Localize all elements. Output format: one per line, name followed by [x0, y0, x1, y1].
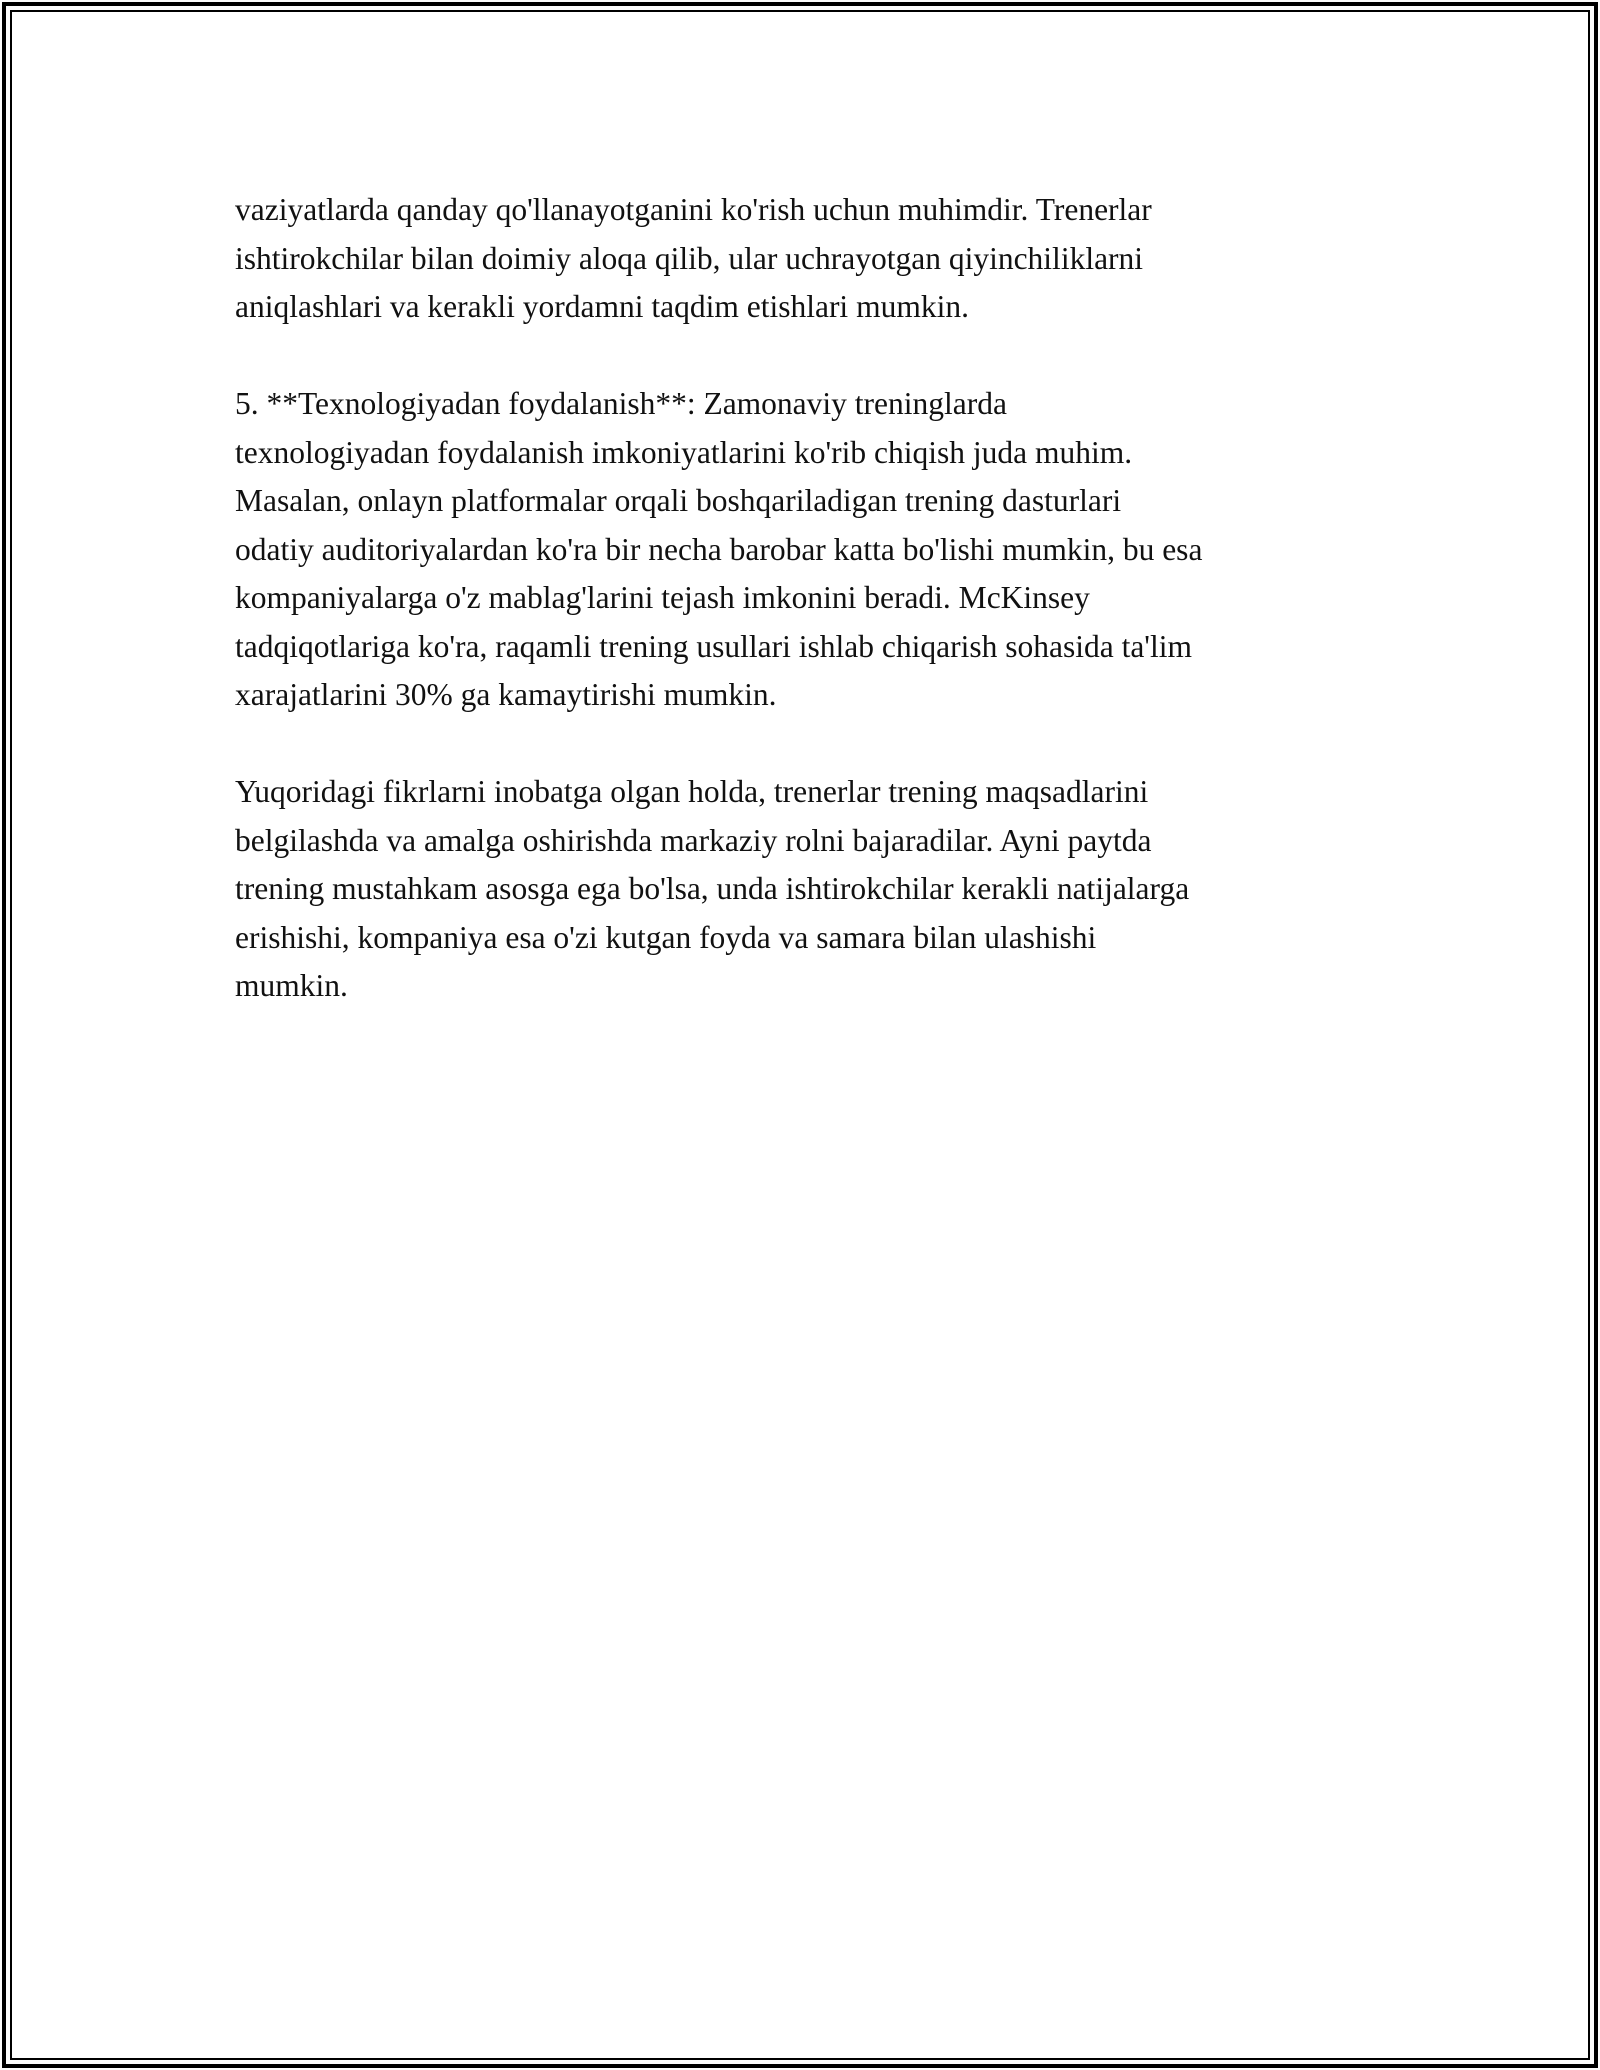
paragraph-conclusion: Yuqoridagi fikrlarni inobatga olgan holda, trenerlar trening maqsadlarini belgilashda va amalga oshirishda markaziy rolni bajaradilar. Ayni paytda trening mustahkam asosga ega bo'lsa, unda ishtirokchilar kerakli natijalarga erishishi, kompaniya esa o'zi kutgan foyda va samara bilan ulashishi mumkin.: [235, 774, 1190, 1003]
paragraph-trainer-feedback: vaziyatlarda qanday qo'llanayotganini ko'rish uchun muhimdir. Trenerlar ishtirokchilar bilan doimiy aloqa qilib, ular uchrayotgan qiyinchiliklarni aniqlashlari va kerakli yordamni taqdim etishlari mumkin.: [235, 192, 1152, 324]
paragraph-technology-usage: 5. **Texnologiyadan foydalanish**: Zamonaviy treninglarda texnologiyadan foydalanish imkoniyatlarini ko'rib chiqish juda muhim. Masalan, onlayn platformalar orqali boshqariladigan trening dasturlari odatiy auditoriyalardan ko'ra bir necha barobar katta bo'lishi mumkin, bu esa kompaniyalarga o'z mablag'larini tejash imkonini beradi. McKinsey tadqiqotlariga ko'ra, raqamli trening usullari ishlab chiqarish sohasida ta'lim xarajatlarini 30% ga kamaytirishi mumkin.: [235, 386, 1203, 712]
document-body: [235, 186, 1385, 1059]
